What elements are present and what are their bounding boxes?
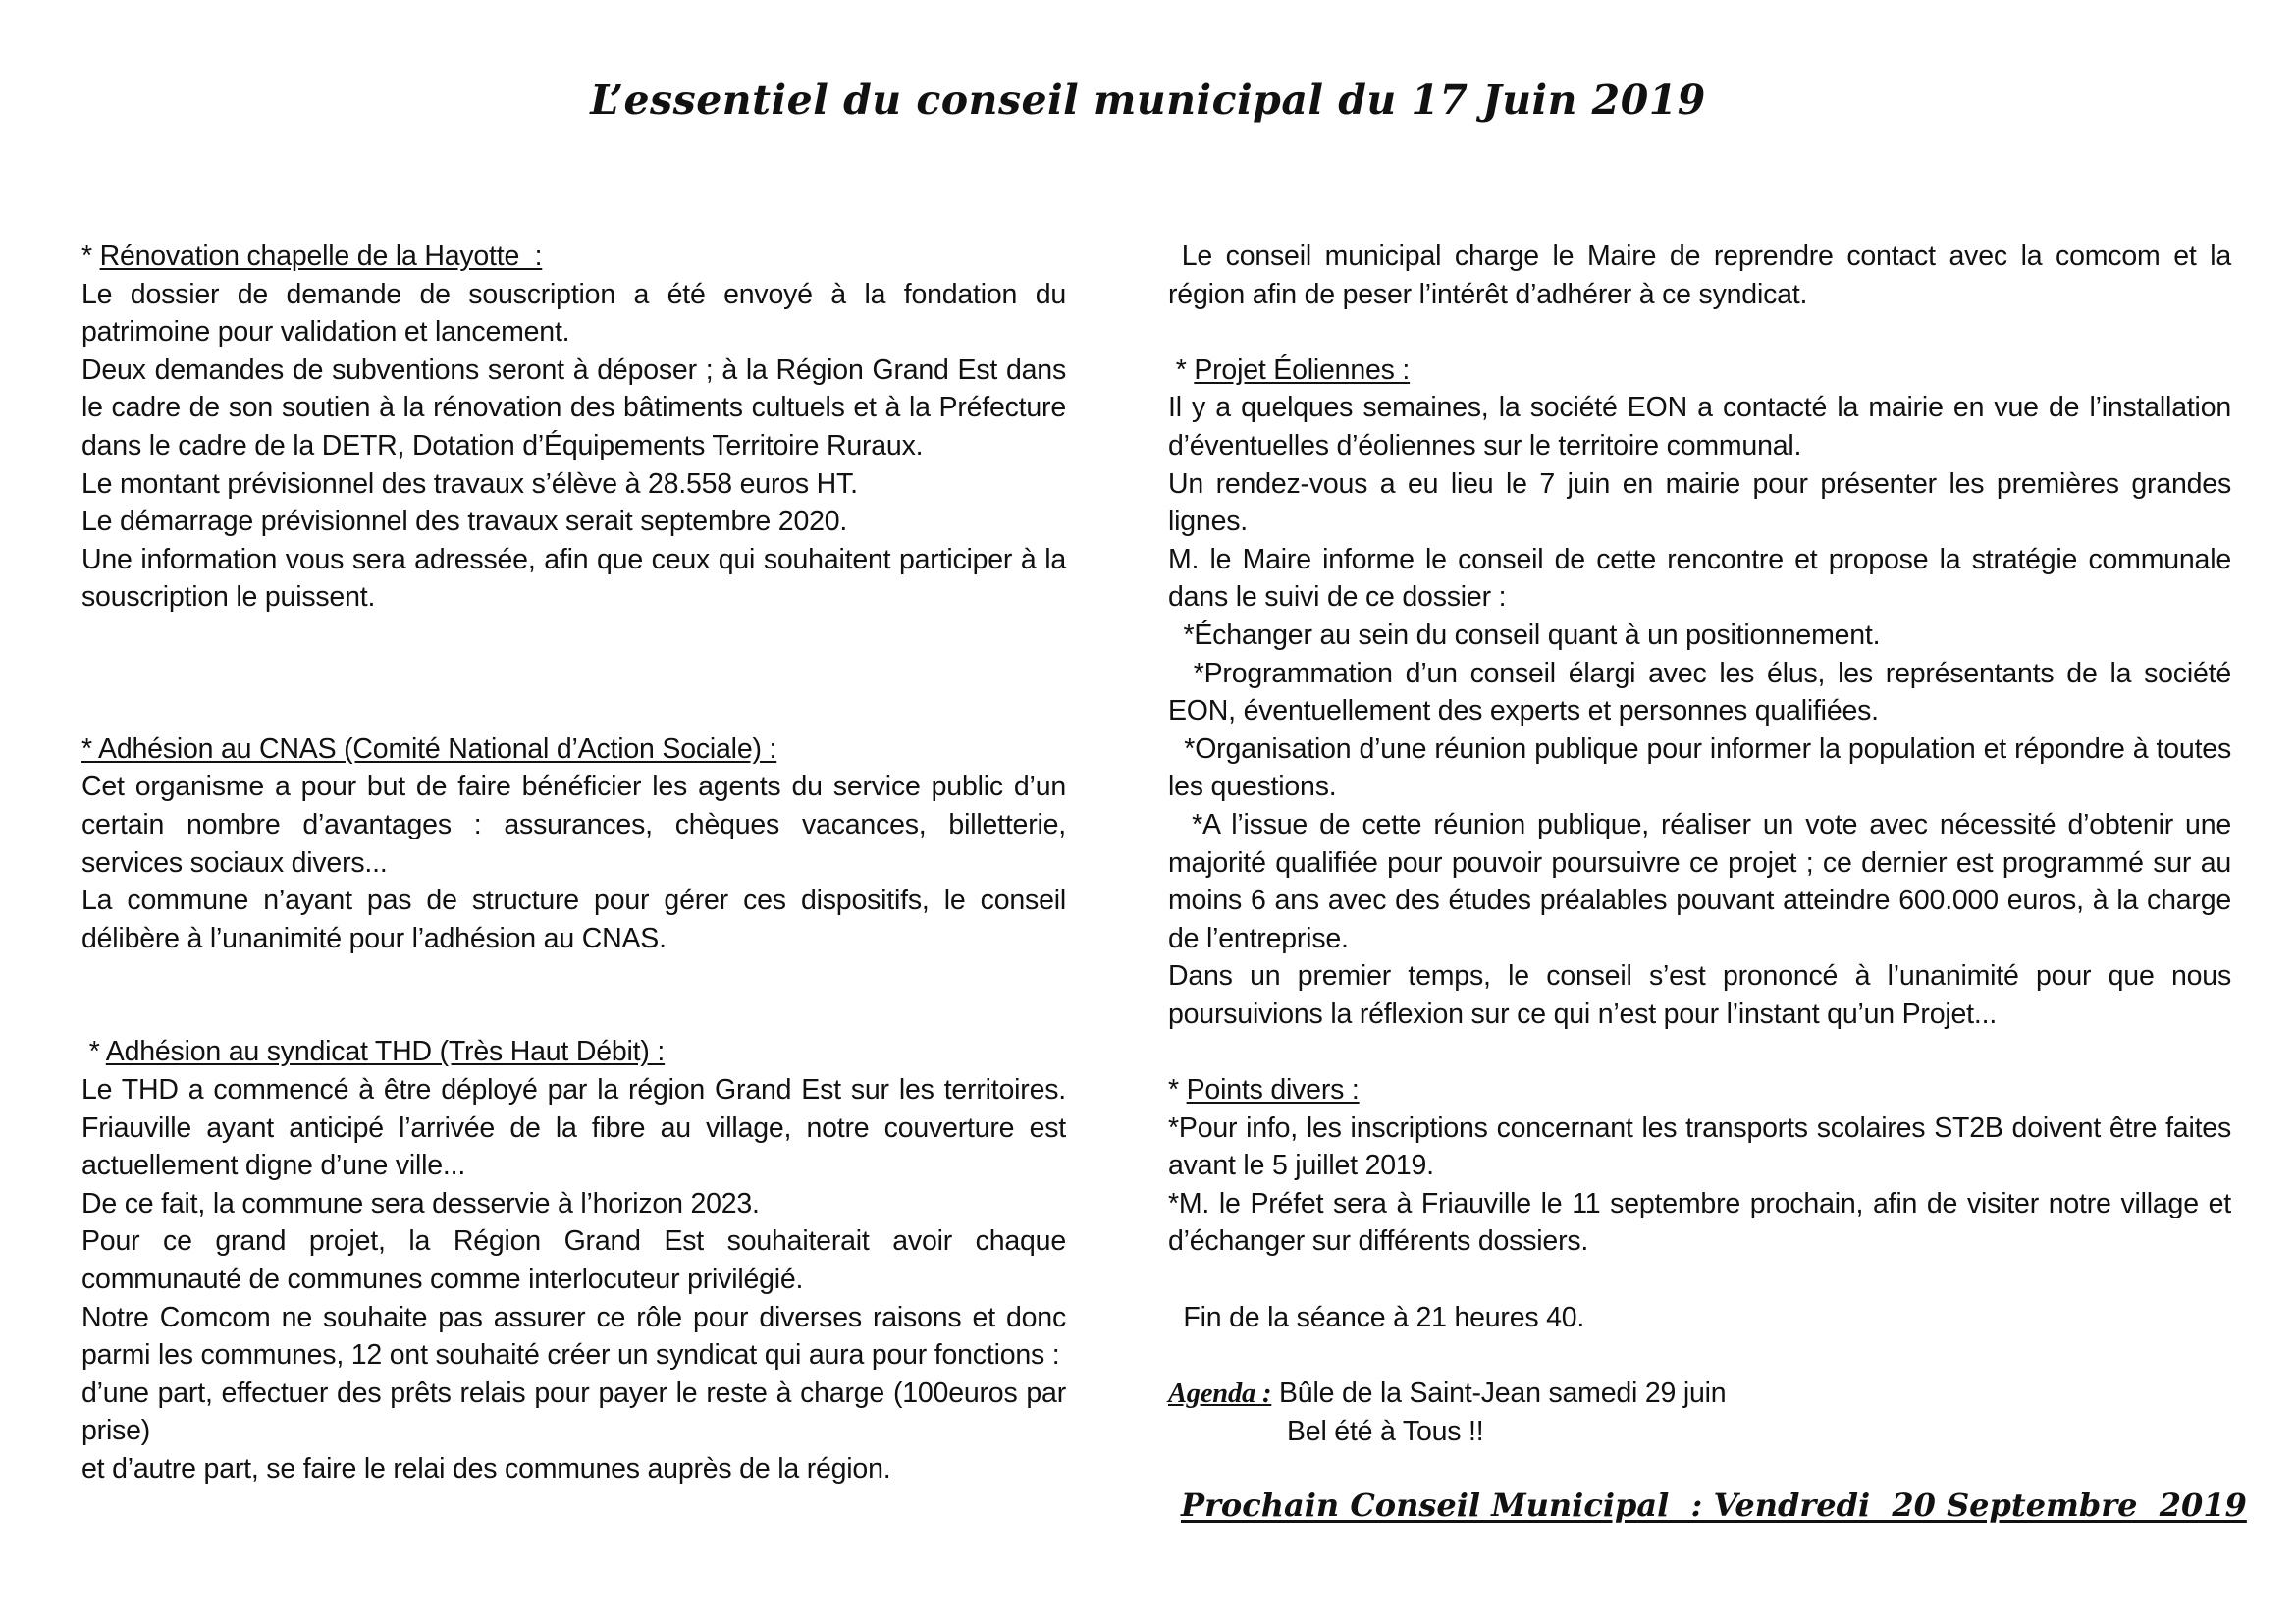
paragraph: d’une part, effectuer des prêts relais pour payer le reste à charge (100euros par prise) xyxy=(81,1377,1066,1447)
paragraph: *Pour info, les inscriptions concernant les transports scolaires ST2B doivent être faites avant le 5 juillet 2019. xyxy=(1168,1111,2231,1182)
paragraph: Le démarrage prévisionnel des travaux serait septembre 2020. xyxy=(81,506,848,538)
section-heading-chapelle: * Rénovation chapelle de la Hayotte : xyxy=(81,241,543,272)
agenda-item: Bûle de la Saint-Jean samedi 29 juin xyxy=(1271,1377,1727,1409)
spacer xyxy=(1168,1336,2231,1375)
paragraph: et d’autre part, se faire le relai des communes auprès de la région. xyxy=(81,1453,891,1486)
agenda-greeting: Bel été à Tous !! xyxy=(1287,1416,1484,1448)
spacer xyxy=(81,617,1066,731)
paragraph: La commune n’ayant pas de structure pour gérer ces dispositifs, le conseil délibère à l’unanimité pour l’adhésion au CNAS. xyxy=(81,885,1066,954)
spacer xyxy=(1168,1033,2231,1071)
agenda-label: Agenda : xyxy=(1168,1378,1272,1409)
paragraph: *A l’issue de cette réunion publique, réaliser un vote avec nécessité d’obtenir une majorité qualifiée pour pouvoir poursuivre ce projet ; ce dernier est programmé sur au moins 6 ans avec des études préalables pouvant atteindre 600.000 euros, à la charge de l’entreprise. xyxy=(1168,808,2239,954)
paragraph: *Organisation d’une réunion publique pour informer la population et répondre à toutes les questions. xyxy=(1168,732,2239,803)
right-column xyxy=(1168,238,2239,1451)
paragraph: Notre Comcom ne souhaite pas assurer ce rôle pour diverses raisons et donc parmi les communes, 12 ont souhaité créer un syndicat qui aura pour fonctions : xyxy=(81,1301,1066,1372)
paragraph: Cet organisme a pour but de faire bénéficier les agents du service public d’un certain nombre d’avantages : assurances, chèques vacances, billetterie, services sociaux divers... xyxy=(81,771,1066,879)
closing-line: Fin de la séance à 21 heures 40. xyxy=(1168,1301,1585,1333)
agenda xyxy=(1168,1375,2231,1414)
section-heading-eoliennes: * Projet Éoliennes : xyxy=(1168,353,1411,386)
paragraph: *Échanger au sein du conseil quant à un positionnement. xyxy=(1168,619,1881,651)
paragraph: Le conseil municipal charge le Maire de reprendre contact avec la comcom et la région afin de peser l’intérêt d’adhérer à ce syndicat. xyxy=(1168,241,2239,310)
paragraph: Pour ce grand projet, la Région Grand Est souhaiterait avoir chaque communauté de communes comme interlocuteur privilégié. xyxy=(81,1225,1066,1296)
paragraph: Dans un premier temps, le conseil s’est prononcé à l’unanimité pour que nous poursuivions la réflexion sur ce qui n’est pour l’instant qu’un Projet... xyxy=(1168,960,2231,1030)
spacer xyxy=(81,957,1066,1033)
next-council-notice: Prochain Conseil Municipal : Vendredi 20 Septembre 2019 xyxy=(1181,1487,2247,1524)
spacer xyxy=(1168,1261,2231,1299)
paragraph: Il y a quelques semaines, la société EON a contacté la mairie en vue de l’installation d’éventuelles d’éoliennes sur le territoire communal. xyxy=(1168,392,2231,461)
paragraph: De ce fait, la commune sera desservie à l’horizon 2023. xyxy=(81,1187,760,1219)
paragraph: *M. le Préfet sera à Friauville le 11 septembre prochain, afin de visiter notre village et d’échanger sur différents dossiers. xyxy=(1168,1187,2231,1258)
page-title: L’essentiel du conseil municipal du 17 Juin 2019 xyxy=(590,77,1706,124)
paragraph: Le montant prévisionnel des travaux s’élève à 28.558 euros HT. xyxy=(81,467,858,500)
left-column xyxy=(81,238,1066,1489)
paragraph: Deux demandes de subventions seront à déposer ; à la Région Grand Est dans le cadre de son soutien à la rénovation des bâtiments cultuels et à la Préfecture dans le cadre de la DETR, Dotation d’Équipements Territoire Ruraux. xyxy=(81,353,1066,461)
spacer xyxy=(1168,313,2231,352)
paragraph: Une information vous sera adressée, afin que ceux qui souhaitent participer à la souscription le puissent. xyxy=(81,543,1066,614)
paragraph: Un rendez-vous a eu lieu le 7 juin en mairie pour présenter les premières grandes lignes. xyxy=(1168,467,2231,538)
paragraph: M. le Maire informe le conseil de cette rencontre et propose la stratégie communale dans le suivi de ce dossier : xyxy=(1168,543,2231,614)
section-heading-cnas: * Adhésion au CNAS (Comité National d’Action Sociale) : xyxy=(81,732,777,765)
paragraph: Le THD a commencé à être déployé par la région Grand Est sur les territoires. Friauville ayant anticipé l’arrivée de la fibre au village, notre couverture est actuellement digne d’une ville... xyxy=(81,1074,1066,1182)
paragraph: Le dossier de demande de souscription a été envoyé à la fondation du patrimoine pour validation et lancement. xyxy=(81,278,1066,349)
section-heading-points-divers: * Points divers : xyxy=(1168,1074,1360,1107)
section-heading-thd: * Adhésion au syndicat THD (Très Haut Débit) : xyxy=(81,1036,666,1068)
paragraph: *Programmation d’un conseil élargi avec les élus, les représentants de la société EON, éventuellement des experts et personnes qualifiées. xyxy=(1168,657,2239,728)
